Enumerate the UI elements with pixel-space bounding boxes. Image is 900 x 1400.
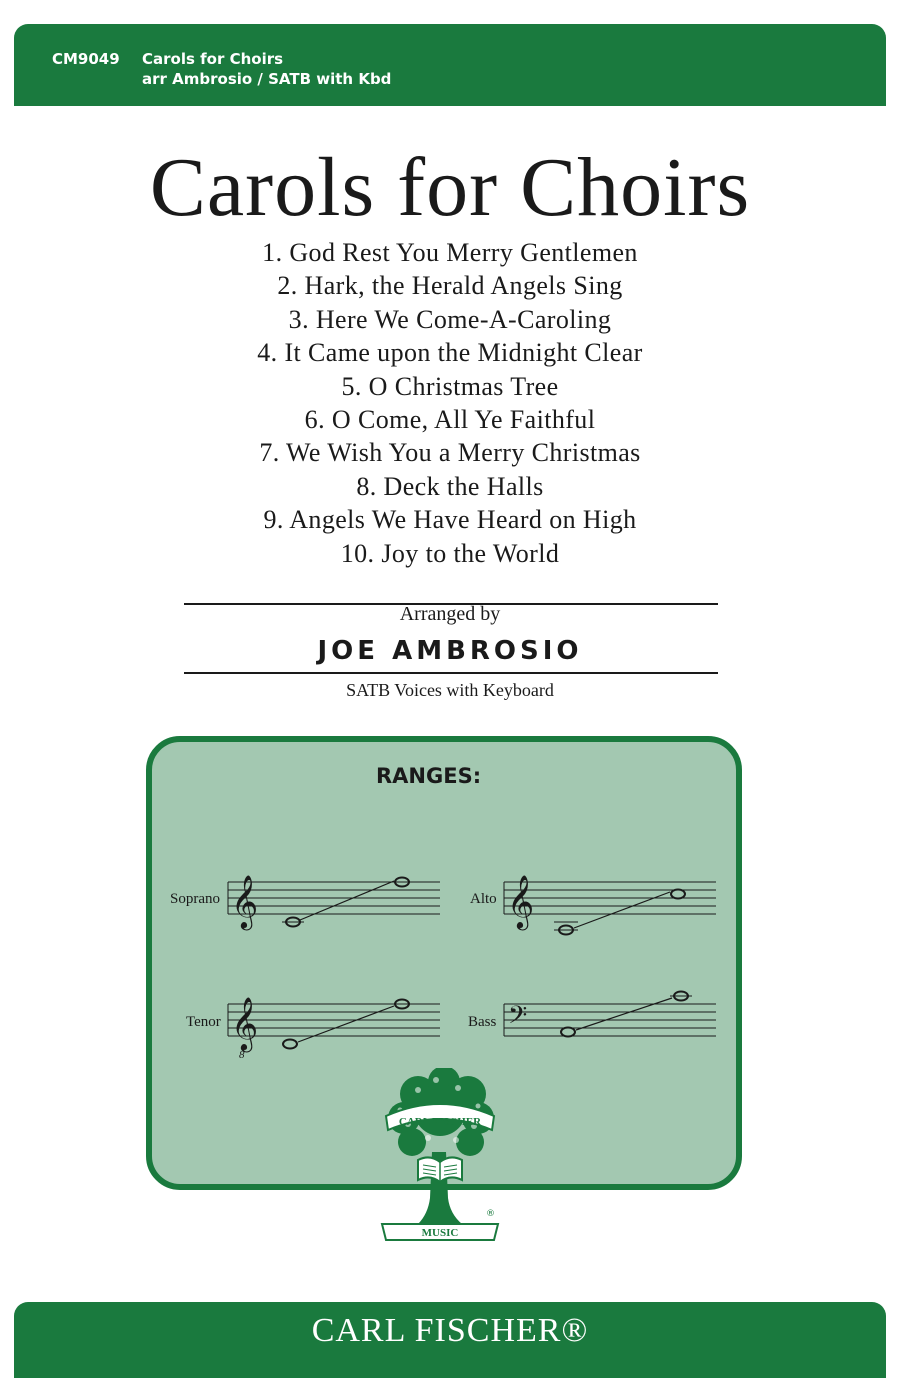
header-title: Carols for Choirs [142, 50, 284, 68]
song-item: 6. O Come, All Ye Faithful [304, 405, 596, 435]
song-item: 1. God Rest You Merry Gentlemen [262, 238, 638, 267]
song-item: 8. Deck the Halls [356, 471, 544, 501]
song-item: 10. Joy to the World [340, 538, 560, 568]
treble-clef-icon: 𝄞 [507, 874, 535, 928]
logo-registered-mark: ® [486, 1209, 495, 1219]
tenor-label: Tenor [186, 1014, 221, 1030]
carl-fischer-logo-icon [378, 1068, 502, 1248]
soprano-label: Soprano [170, 891, 220, 907]
voicing-text: SATB Voices with Keyboard [346, 680, 554, 700]
song-item: 3. Here We Come-A-Caroling [288, 304, 612, 334]
logo-top-text: CARL FISCHER [398, 1116, 482, 1128]
alto-label: Alto [470, 891, 497, 907]
ranges-heading: RANGES: [376, 764, 482, 788]
song-item: 9. Angels We Have Heard on High [263, 505, 637, 535]
treble-clef-icon: 𝄞 [231, 874, 259, 928]
song-item: 2. Hark, the Herald Angels Sing [277, 271, 623, 301]
low-note [561, 1028, 575, 1037]
low-note [283, 1040, 297, 1049]
divider-bottom [184, 672, 718, 674]
page-title: Carols for Choirs [149, 141, 751, 234]
bass-clef-icon: 𝄢 [508, 1001, 528, 1036]
song-item: 4. It Came upon the Midnight Clear [257, 338, 643, 368]
song-item: 5. O Christmas Tree [341, 371, 559, 401]
alto-staff [504, 864, 718, 940]
song-list [0, 236, 900, 570]
bass-staff [504, 986, 718, 1062]
high-note [671, 890, 685, 899]
arranged-by-label: Arranged by [399, 603, 501, 625]
octave-8-icon: 8 [239, 1049, 245, 1061]
arranger-name: JOE AMBROSIO [317, 636, 583, 666]
soprano-staff [228, 864, 442, 936]
tenor-staff [228, 986, 442, 1066]
logo-bottom-text: MUSIC [421, 1227, 459, 1239]
song-item: 7. We Wish You a Merry Christmas [259, 438, 641, 468]
publisher-name: CARL FISCHER® [311, 1312, 589, 1349]
catalog-number: CM9049 [52, 50, 120, 68]
bass-label: Bass [468, 1014, 497, 1030]
header-subtitle: arr Ambrosio / SATB with Kbd [142, 70, 392, 88]
treble-clef-icon: 𝄞 [231, 996, 259, 1050]
